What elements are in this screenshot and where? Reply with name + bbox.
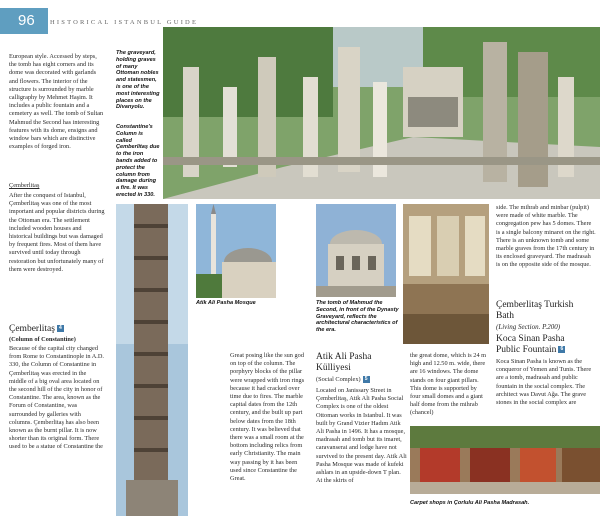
cemberlitas-text: Because of the capital city changed from Rome to Constantinople in A.D. 330, the Column of Constantine in Çemberlitaş was erected in the middle of a big oval area located on the second hill of the city in honor of Constantine. The area, known as the Forum of Constantine, was surrounded by galleries with columns. Çemberlitaş has also been known as the burnt pillar. It is now shorter than its original form. There used to be a statue of Constantine the [9, 345, 104, 451]
fountain-text: Koca Sinan Pasha is known as the conqueror of Yemen and Tunis. There are a tomb, madrasah and public fountain in the social complex. The architect was Davut Ağa. The grave stones in the social complex are [496, 358, 592, 407]
tomb-photo [316, 204, 396, 297]
dome-text: the great dome, which is 24 m high and 12.50 m. wide, there are 16 windows. The dome stands on four giant pillars. This dome is supported by four small domes and a giant half dome from the mihrab (chancel) [410, 352, 487, 417]
fountain-heading-line2 [496, 345, 600, 356]
bath-heading [496, 300, 600, 322]
graveyard-photo [163, 27, 600, 199]
location-badge: 5 [363, 376, 370, 383]
atik-ali-subtitle-text: (Social Complex) [316, 376, 361, 383]
fountain-heading [496, 334, 600, 356]
shops-caption: Carpet shops in Çorlulu Ali Pasha Madrasah. [410, 500, 530, 506]
mosque-caption: Atik Ali Pasha Mosque [196, 300, 256, 306]
location-badge: 6 [558, 346, 565, 353]
graveyard-caption: The graveyard, holding graves of many Ottoman nobles and statesmen, is one of the most interesting places on the Divanyolu. [116, 50, 160, 111]
intro-text: European style. Accessed by steps, the tomb has eight corners and its dome was decorated with garlands and flowers. The interior of the structure is surrounded by marble calligraphy by Mehmet Haşim. It includes a public fountain and a cemetery as well. The tomb of Sultan Mahmud the Second has interesting features with its dome, ensigns and window bars which are distinctive examples of forged iron. [9, 53, 104, 151]
column-text-cont: Great posing like the sun god on top of the column. The porphyry blocks of the pillar were wrapped with iron rings because it had cracked over time due to fires. The marble capital dates from the 12th century, and the built up part below dates from the 18th century. It was believed that there was a small room at the bottom including relics from early Christianity. The main way passing by it has been used since Constantine the Great. [230, 352, 305, 483]
atik-ali-subtitle [316, 376, 408, 384]
mosque-photo [196, 204, 276, 298]
cemberlitas-subtitle: (Column of Constantine) [9, 336, 76, 343]
bath-heading-line1: Çemberlitaş Turkish [496, 300, 574, 310]
atik-ali-heading-line1: Atik Ali Pasha [316, 352, 372, 362]
page-number: 96 [0, 8, 48, 34]
cemberlitas-heading [9, 324, 109, 335]
atik-ali-text: Located on Janissary Street in Çemberlitaş, Atik Ali Pasha Social Complex is one of the oldest Ottoman works in Istanbul. It was built by Grand Vizier Hadım Atik Ali Pasha in 1496. It has a mosque, madrasah and tomb but its imaret, caravanserai and lodge have not survived to the present day. Atik Ali Pasha Mosque was made of kufeki ashlars in an upside-down T plan. At the skirts of [316, 387, 407, 485]
fountain-heading-line1: Koca Sinan Pasha [496, 334, 565, 344]
cemberlitas-heading-text: Çemberlitaş [9, 324, 55, 334]
location-badge: 4 [57, 325, 64, 332]
bath-heading-line2: Bath [496, 311, 514, 321]
column-caption: Constantine's Column is called Çemberlitaş due to the iron bands added to protect the column from damage during a fire. It was erected in 330. [116, 124, 160, 198]
bath-subtitle: (Living Section. P.200) [496, 323, 561, 331]
district-text: After the conquest of Istanbul, Çemberlitaş was one of the most important and popular districts during the Ottoman era. The settlement included wooden houses and historical buildings but was damaged by frequent fires. Most of them have survived until today through restoration but unfortunately many of them were destroyed. [9, 192, 105, 273]
running-title: HISTORICAL ISTANBUL GUIDE [50, 19, 199, 26]
atik-ali-heading [316, 352, 408, 374]
shops-photo [410, 426, 600, 494]
district-title: Çemberlitaş [9, 182, 40, 189]
mosque-interior-text: side. The mihrab and minbar (pulpit) were made of white marble. The congregation pew has 5 domes. There is a single balcony minaret on the right. There is an unknown tomb and some marble graves from the 17th century in its enclosed graveyard. The madrasah is on the opposite side of the mosque. [496, 204, 596, 269]
column-photo [116, 204, 188, 516]
tomb-caption: The tomb of Mahmud the Second, in front of the Dynasty Graveyard, reflects the architectural characteristics of the era. [316, 300, 399, 334]
atik-ali-heading-line2: Külliyesi [316, 363, 351, 373]
fountain-heading-text: Public Fountain [496, 345, 557, 355]
interior-photo [403, 204, 489, 344]
